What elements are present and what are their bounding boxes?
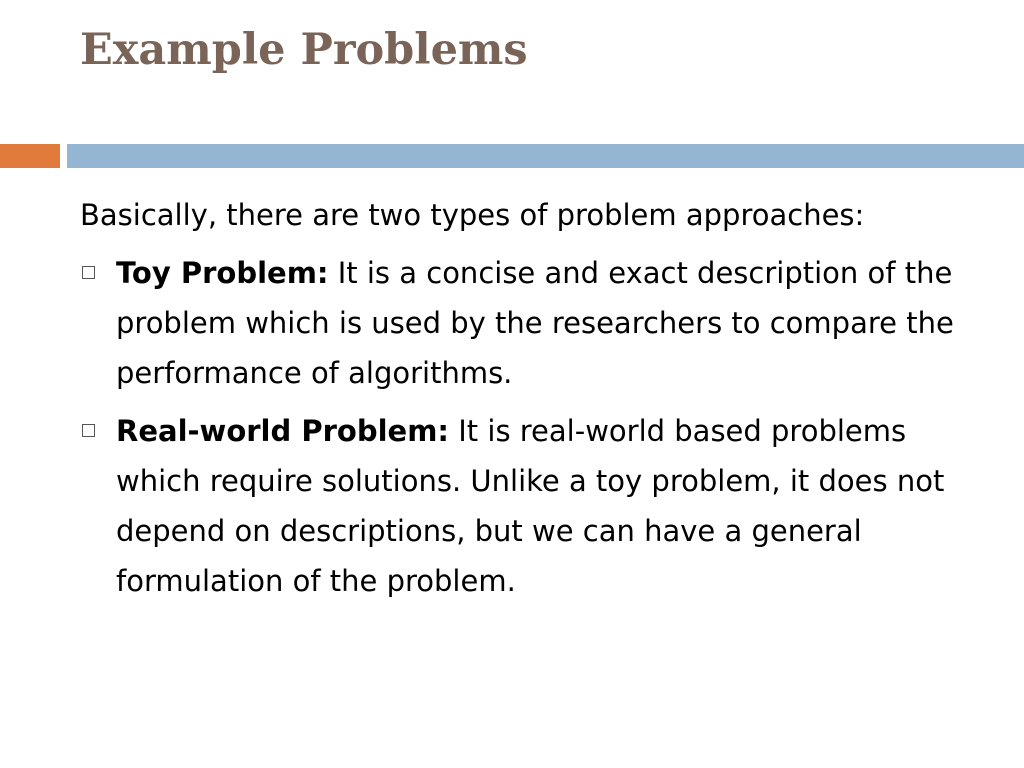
slide-body	[80, 190, 980, 606]
bullet-term: Real-world Problem:	[116, 414, 450, 448]
bullet-item-real-world-problem	[80, 406, 980, 606]
intro-paragraph: Basically, there are two types of problem approaches:	[80, 198, 865, 232]
bullet-item-toy-problem	[80, 248, 980, 398]
header-divider-bar	[67, 144, 1024, 168]
bullet-term: Toy Problem:	[116, 256, 329, 290]
slide-title: Example Problems	[80, 25, 528, 75]
hollow-square-bullet-icon	[82, 424, 95, 437]
bullet-text: It is a concise and exact description of the problem which is used by the researchers to compare the performance of algorithms.	[116, 256, 954, 390]
accent-bar	[0, 144, 60, 168]
hollow-square-bullet-icon	[82, 266, 95, 279]
bullet-text: It is real-world based problems which require solutions. Unlike a toy problem, it does not depend on descriptions, but we can have a general formulation of the problem.	[116, 414, 945, 598]
